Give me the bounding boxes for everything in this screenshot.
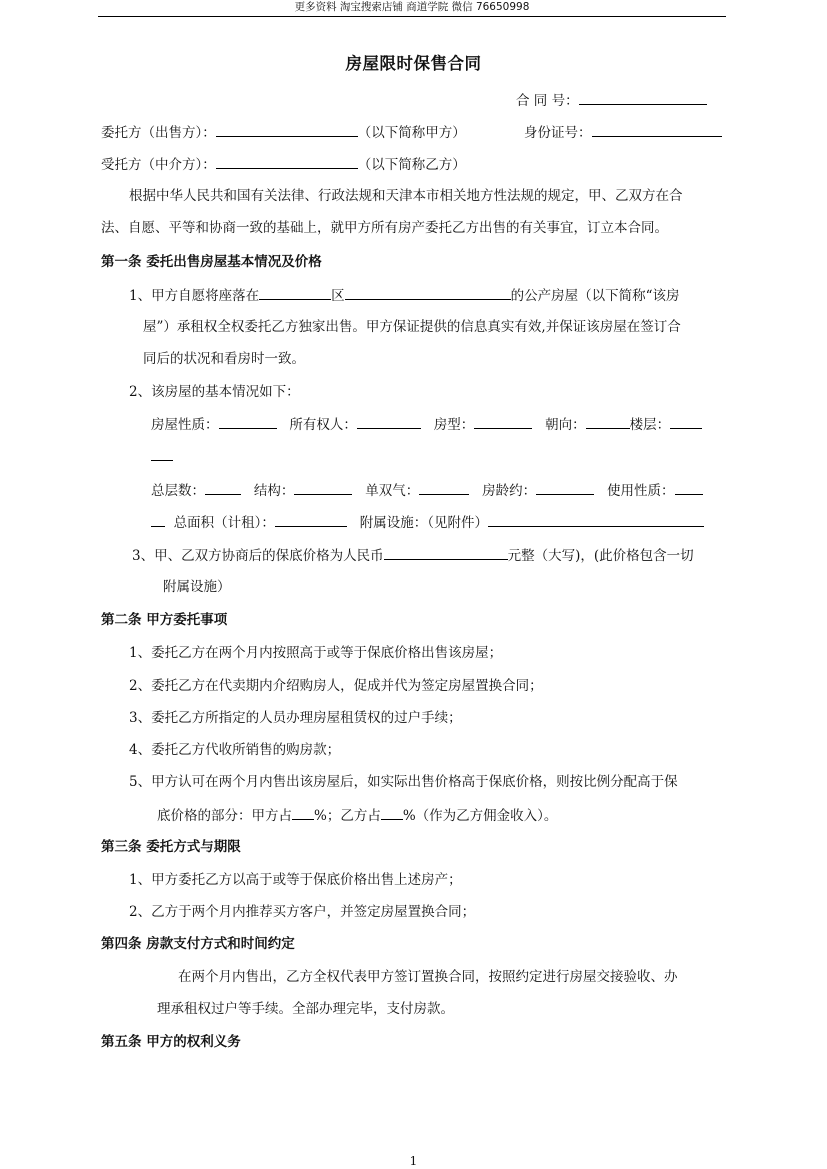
article-3-title: 第三条 委托方式与期限: [101, 839, 241, 855]
a1-item1-line1: [129, 286, 680, 305]
total-floors-label: 总层数：: [151, 483, 205, 499]
structure-blank: [294, 481, 352, 495]
intro-line-2: 法、自愿、平等和协商一致的基础上，就甲方所有房产委托乙方出售的有关事宜，订立本合同。: [101, 220, 668, 236]
a4-line-2: 理承租权过户等手续。全部办理完毕，支付房款。: [157, 1001, 454, 1017]
use-blank-continued: [151, 513, 165, 527]
nature-label: 房屋性质：: [151, 417, 219, 433]
district-blank: [345, 286, 511, 300]
agent-suffix: （以下简称乙方）: [357, 157, 466, 173]
share-part-a: 底价格的部分：甲方占: [157, 808, 292, 824]
a1-item3-line1: [132, 546, 694, 565]
party-b-share-blank: [381, 806, 403, 820]
orientation-blank: [586, 415, 630, 429]
agent-line: [101, 155, 466, 174]
a1-item1-part-c: 的公产房屋（以下简称“该房: [510, 288, 680, 304]
article-1-title: 第一条 委托出售房屋基本情况及价格: [101, 254, 322, 270]
party-a-share-blank: [292, 806, 314, 820]
house-fields-line-2: [151, 481, 703, 500]
agent-label: 受托方（中介方）：: [101, 157, 216, 173]
floor-blank-continued: [151, 447, 173, 461]
price-blank: [384, 546, 508, 560]
floor-blank: [670, 415, 702, 429]
area-label: 总面积（计租）：: [173, 515, 275, 531]
attachments-label: 附属设施：（见附件）: [359, 515, 488, 531]
id-blank: [592, 123, 722, 137]
floor-blank-cont: [151, 447, 173, 466]
client-blank: [216, 123, 358, 137]
agent-blank: [216, 155, 358, 169]
share-part-c: %（作为乙方佣金收入）。: [402, 808, 558, 824]
a1-item1-part-b: 区: [331, 288, 345, 304]
client-suffix: （以下简称甲方）: [357, 125, 466, 141]
a2-item-4: 4、委托乙方代收所销售的购房款；: [129, 742, 341, 758]
page-header: 更多资料 淘宝搜索店铺 商道学院 微信 76650998: [98, 0, 726, 17]
a1-item3-line2: 附属设施）: [163, 579, 231, 595]
owner-blank: [357, 415, 421, 429]
a1-item3-part-a: 3、甲、乙双方协商后的保底价格为人民币: [132, 548, 384, 564]
a2-item-5: 5、甲方认可在两个月内售出该房屋后，如实际出售价格高于保底价格，则按比例分配高于保: [129, 774, 678, 790]
client-line: [101, 123, 466, 142]
a3-item-2: 2、乙方于两个月内推荐买方客户，并签定房屋置换合同；: [129, 904, 476, 920]
floor-label: 楼层：: [629, 417, 671, 433]
a1-item1-line2: 屋”）承租权全权委托乙方独家出售。甲方保证提供的信息真实有效,并保证该房屋在签订合: [143, 319, 681, 335]
article-2-title: 第二条 甲方委托事项: [101, 612, 228, 628]
intro-line-1: 根据中华人民共和国有关法律、行政法规和天津本市相关地方性法规的规定，甲、乙双方在合: [129, 188, 683, 204]
a1-item2: 2、该房屋的基本情况如下：: [129, 384, 300, 400]
gas-blank: [419, 481, 469, 495]
a3-item-1: 1、甲方委托乙方以高于或等于保底价格出售上述房产；: [129, 872, 462, 888]
client-label: 委托方（出售方）：: [101, 125, 216, 141]
area-blank: [275, 513, 347, 527]
a1-item3-part-b: 元整（大写)，(此价格包含一切: [507, 548, 694, 564]
type-blank: [474, 415, 532, 429]
contract-number-line: [516, 91, 707, 110]
nature-blank: [219, 415, 277, 429]
a1-item1-part-a: 1、甲方自愿将座落在: [129, 288, 260, 304]
share-part-b: %；乙方占: [314, 808, 381, 824]
article-5-title: 第五条 甲方的权利义务: [101, 1034, 241, 1050]
use-label: 使用性质：: [607, 483, 675, 499]
orientation-label: 朝向：: [545, 417, 586, 433]
document-title: 房屋限时保售合同: [345, 54, 482, 73]
location-blank: [259, 286, 331, 300]
structure-label: 结构：: [253, 483, 295, 499]
owner-label: 所有权人：: [289, 417, 357, 433]
use-blank: [675, 481, 703, 495]
contract-number-label: 合 同 号：: [516, 93, 579, 109]
a2-item-3: 3、委托乙方所指定的人员办理房屋租赁权的过户手续；: [129, 710, 462, 726]
page-number: 1: [409, 1154, 418, 1168]
type-label: 房型：: [433, 417, 475, 433]
gas-label: 单双气：: [365, 483, 420, 499]
id-label: 身份证号：: [524, 125, 592, 141]
a4-line-1: 在两个月内售出，乙方全权代表甲方签订置换合同，按照约定进行房屋交接验收、办: [178, 969, 678, 985]
article-4-title: 第四条 房款支付方式和时间约定: [101, 936, 295, 952]
a2-item-2: 2、委托乙方在代卖期内介绍购房人，促成并代为签定房屋置换合同；: [129, 678, 543, 694]
a2-item-1: 1、委托乙方在两个月内按照高于或等于保底价格出售该房屋；: [129, 645, 503, 661]
a1-item1-line3: 同后的状况和看房时一致。: [143, 351, 305, 367]
age-blank: [536, 481, 594, 495]
age-label: 房龄约：: [482, 483, 537, 499]
total-floors-blank: [205, 481, 241, 495]
house-fields-line-3: [151, 513, 704, 532]
attachments-blank: [488, 513, 704, 527]
a2-item-5-line2: [157, 806, 557, 825]
contract-number-blank: [579, 91, 707, 105]
house-fields-line-1: [151, 415, 702, 434]
id-line: [524, 123, 722, 142]
